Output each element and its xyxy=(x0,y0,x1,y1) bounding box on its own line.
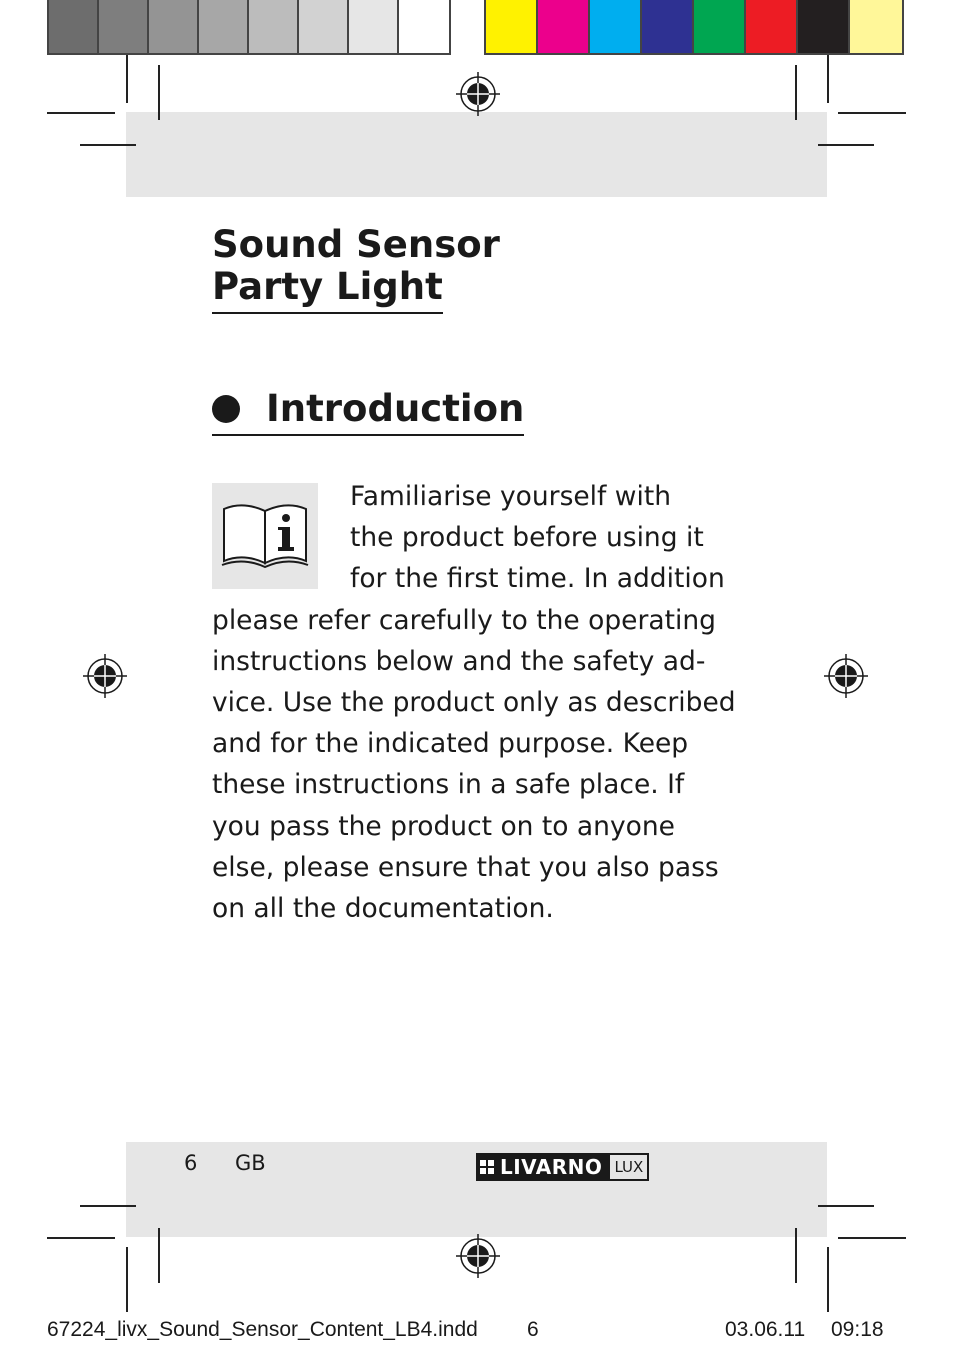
page-number: 6 xyxy=(184,1151,198,1175)
product-title xyxy=(212,224,500,314)
green-swatch xyxy=(694,0,746,53)
registration-mark-icon xyxy=(824,654,868,698)
gray-swatch xyxy=(99,0,149,53)
logo-sub: LUX xyxy=(608,1153,649,1181)
text-line: these instructions in a safe place. If xyxy=(212,769,685,801)
slug-page: 6 xyxy=(527,1318,539,1341)
text-line: and for the indicated purpose. Keep xyxy=(212,728,689,760)
language-code: GB xyxy=(235,1151,266,1175)
yellow-swatch xyxy=(486,0,538,53)
text-line: else, please ensure that you also pass xyxy=(212,851,719,883)
slug-time: 09:18 xyxy=(831,1318,884,1341)
text-line: instructions below and the safety ad- xyxy=(212,645,706,677)
registration-mark-icon xyxy=(83,654,127,698)
bullet-dot-icon xyxy=(212,395,240,423)
text-line: for the first time. In addition xyxy=(350,563,725,595)
gray-swatch xyxy=(299,0,349,53)
process-color-calibration-bar xyxy=(484,0,904,55)
introduction-paragraph xyxy=(212,476,736,929)
gray-swatch xyxy=(399,0,449,53)
header-band xyxy=(126,112,827,197)
cyan-swatch xyxy=(590,0,642,53)
gray-swatch xyxy=(249,0,299,53)
black-swatch xyxy=(798,0,850,53)
logo-squares-icon xyxy=(480,1160,494,1174)
text-line: Familiarise yourself with xyxy=(350,481,672,512)
gray-swatch xyxy=(149,0,199,53)
blue-swatch xyxy=(642,0,694,53)
text-line: please refer carefully to the operating xyxy=(212,604,716,636)
section-heading-text: Introduction xyxy=(266,387,525,430)
livarno-lux-logo xyxy=(476,1153,690,1181)
logo-main-text: LIVARNO xyxy=(500,1155,603,1179)
text-line: the product before using it xyxy=(350,522,704,554)
slug-date: 03.06.11 xyxy=(725,1318,806,1341)
text-line: vice. Use the product only as described xyxy=(212,687,736,719)
logo-main xyxy=(476,1153,608,1181)
product-title-line-1: Sound Sensor xyxy=(212,223,500,266)
light-yellow-swatch xyxy=(850,0,902,53)
text-line: on all the documentation. xyxy=(212,893,554,925)
slug-filename: 67224_livx_Sound_Sensor_Content_LB4.indd xyxy=(47,1318,478,1341)
gray-swatch xyxy=(49,0,99,53)
grayscale-calibration-bar xyxy=(47,0,451,55)
section-heading xyxy=(212,388,524,436)
product-title-line-2: Party Light xyxy=(212,266,443,314)
gray-swatch xyxy=(199,0,249,53)
red-swatch xyxy=(746,0,798,53)
registration-mark-icon xyxy=(456,72,500,116)
gray-swatch xyxy=(349,0,399,53)
text-line: you pass the product on to anyone xyxy=(212,810,675,842)
magenta-swatch xyxy=(538,0,590,53)
registration-mark-icon xyxy=(456,1234,500,1278)
